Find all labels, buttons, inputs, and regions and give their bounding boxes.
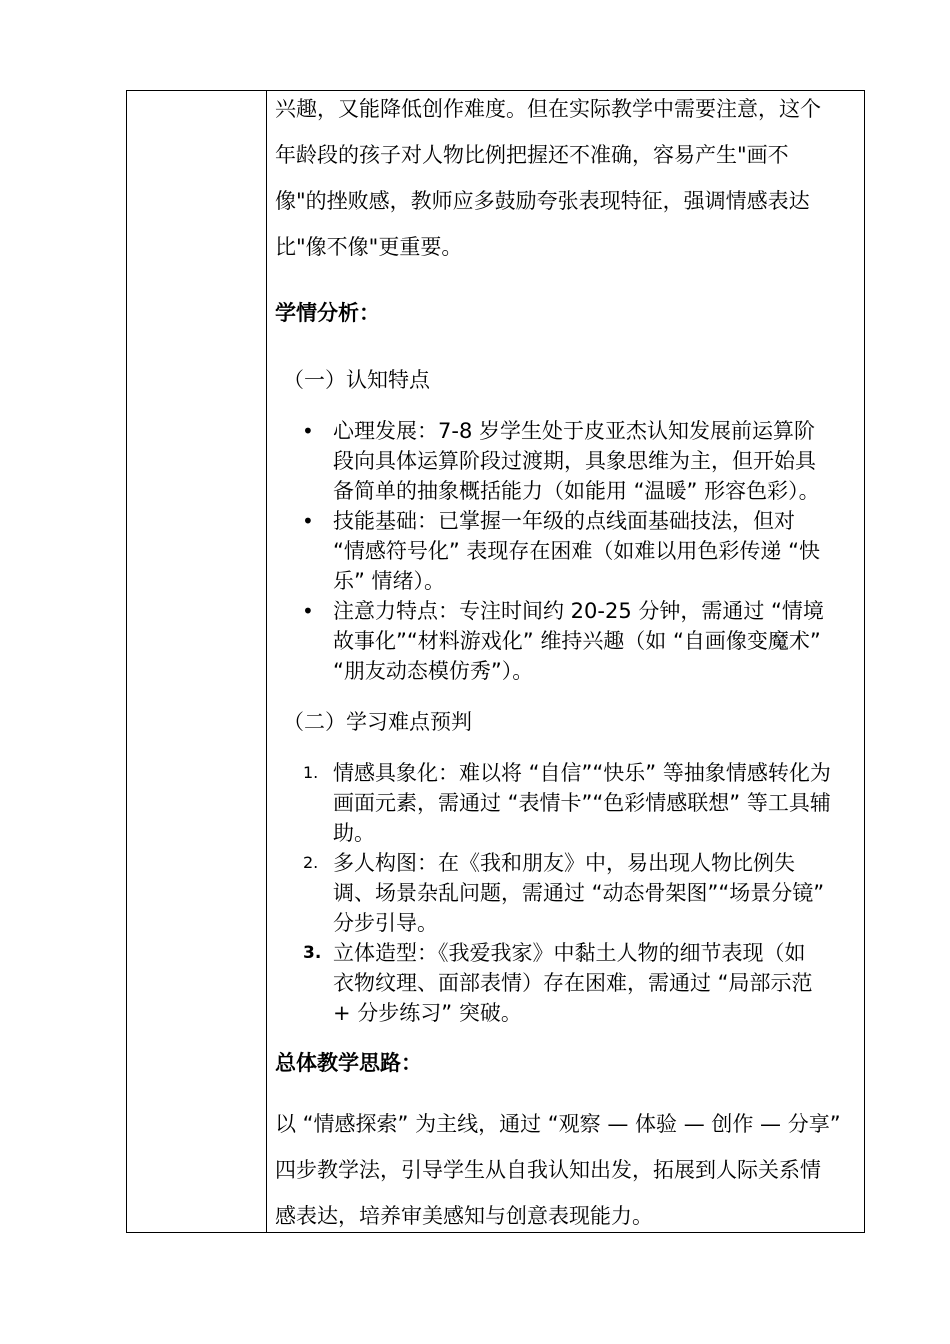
bullet-marker: • — [302, 599, 314, 623]
number-marker: 2. — [303, 853, 319, 872]
bullet-marker: • — [302, 419, 314, 443]
approach-line: 以 “情感探索” 为主线，通过 “观察 — 体验 — 创作 — 分享” — [275, 1112, 841, 1136]
cognitive-list — [275, 416, 860, 686]
item-line: 分步引导。 — [333, 911, 438, 935]
list-item — [275, 938, 860, 1028]
item-line: 技能基础：已掌握一年级的点线面基础技法，但对 — [333, 509, 795, 533]
approach-heading: 总体教学思路： — [275, 1051, 422, 1075]
intro-line: 兴趣，又能降低创作难度。但在实际教学中需要注意，这个 — [275, 97, 821, 121]
item-line: 衣物纹理、面部表情）存在困难，需通过 “局部示范 — [333, 971, 813, 995]
cognitive-section-title: （一）认知特点 — [283, 368, 430, 392]
table-column-divider — [266, 90, 267, 1233]
approach-paragraph — [275, 1101, 841, 1239]
intro-line: 年龄段的孩子对人物比例把握还不准确，容易产生"画不 — [275, 143, 789, 167]
bullet-marker: • — [302, 509, 314, 533]
item-line: “情感符号化” 表现存在困难（如难以用色彩传递 “快 — [333, 539, 820, 563]
item-line: 心理发展：7-8 岁学生处于皮亚杰认知发展前运算阶 — [333, 419, 815, 443]
approach-line: 感表达，培养审美感知与创意表现能力。 — [275, 1204, 653, 1228]
list-item — [275, 596, 860, 686]
number-marker: 3. — [303, 943, 322, 963]
intro-line: 比"像不像"更重要。 — [275, 235, 463, 259]
item-line: 助。 — [333, 821, 375, 845]
item-line: 调、场景杂乱问题，需通过 “动态骨架图”“场景分镜” — [333, 881, 825, 905]
item-line: 画面元素，需通过 “表情卡”“色彩情感联想” 等工具辅 — [333, 791, 831, 815]
list-item — [275, 506, 860, 596]
intro-line: 像"的挫败感，教师应多鼓励夸张表现特征，强调情感表达 — [275, 189, 810, 213]
item-line: + 分步练习” 突破。 — [333, 1001, 522, 1025]
approach-line: 四步教学法，引导学生从自我认知出发，拓展到人际关系情 — [275, 1158, 821, 1182]
item-line: 注意力特点：专注时间约 20-25 分钟，需通过 “情境 — [333, 599, 824, 623]
analysis-heading: 学情分析： — [275, 301, 380, 325]
item-line: 乐” 情绪）。 — [333, 569, 446, 593]
list-item — [275, 848, 860, 938]
item-line: “朋友动态模仿秀”）。 — [333, 659, 534, 683]
item-line: 立体造型：《我爱我家》中黏土人物的细节表现（如 — [333, 941, 806, 965]
item-line: 段向具体运算阶段过渡期，具象思维为主，但开始具 — [333, 449, 816, 473]
item-line: 多人构图：在《我和朋友》中，易出现人物比例失 — [333, 851, 795, 875]
item-line: 备简单的抽象概括能力（如能用 “温暖” 形容色彩）。 — [333, 479, 820, 503]
number-marker: 1. — [303, 763, 319, 782]
intro-paragraph — [275, 86, 821, 270]
difficulty-section-title: （二）学习难点预判 — [283, 710, 472, 734]
list-item — [275, 758, 860, 848]
list-item — [275, 416, 860, 506]
difficulty-list — [275, 758, 860, 1028]
item-line: 情感具象化：难以将 “自信”“快乐” 等抽象情感转化为 — [333, 761, 831, 785]
item-line: 故事化”“材料游戏化” 维持兴趣（如 “自画像变魔术” — [333, 629, 821, 653]
